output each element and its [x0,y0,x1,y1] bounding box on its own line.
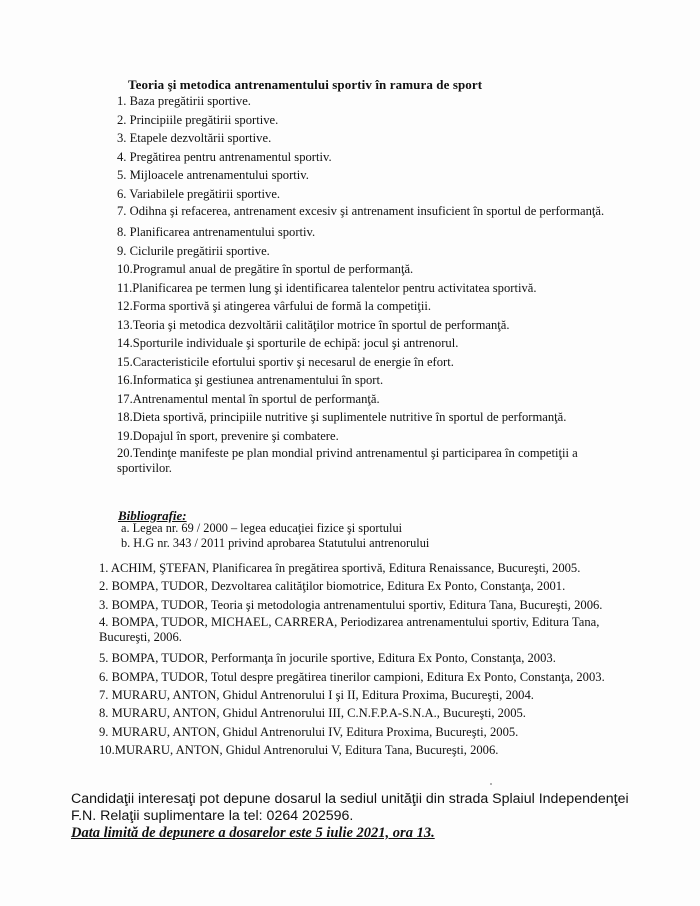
topic-item: 16.Informatica şi gestiunea antrenamentului în sport. [117,373,384,387]
topic-item: 9. Ciclurile pregătirii sportive. [117,243,270,258]
bibliography-heading: Bibliografie: [118,508,187,523]
bibliography-item: 3. BOMPA, TUDOR, Teoria şi metodologia antrenamentului sportiv, Editura Tana, Bucureşti, 2006. [99,597,603,612]
topic-item: 15.Caracteristicile efortului sportiv şi necesarul de energie în efort. [117,354,454,369]
bibliography-item: 1. ACHIM, ŞTEFAN, Planificarea în pregătirea sportivă, Editura Renaissance, Bucureşti, 2005. [99,561,581,575]
topic-item: 13.Teoria şi metodica dezvoltării calităţilor motrice în sportul de performanţă. [117,317,510,332]
topic-item: 8. Planificarea antrenamentului sportiv. [117,225,316,239]
bibliography-item: 8. MURARU, ANTON, Ghidul Antrenorului III, C.N.F.P.A-S.N.A., Bucureşti, 2005. [99,706,526,721]
bibliography-item: 5. BOMPA, TUDOR, Performanţa în jocurile sportive, Editura Ex Ponto, Constanţa, 2003. [99,651,556,666]
topic-item: 20.Tendinţe manifeste pe plan mondial privind antrenamentul şi participarea în competiţii a sportivilor. [117,446,578,475]
document-title: Teoria şi metodica antrenamentului sportiv în ramura de sport [128,77,483,92]
topic-item: 10.Programul anual de pregătire în sportul de performanţă. [117,262,414,276]
bibliography-item: 4. BOMPA, TUDOR, MICHAEL, CARRERA, Periodizarea antrenamentului sportiv, Editura Tana, Bucureşti, 2006. [99,615,600,645]
topic-item: 6. Variabilele pregătirii sportive. [117,186,281,201]
topic-item: 3. Etapele dezvoltării sportive. [117,131,272,145]
topic-item: 12.Forma sportivă şi atingerea vârfului de formă la competiţii. [117,299,432,313]
footer-line-submission: Candidaţii interesaţi pot depune dosarul la sediul unităţii din strada Splaiul Independenţei [71,791,629,807]
footer-line-contact: F.N. Relaţii suplimentare la tel: 0264 202596. [71,808,354,824]
topic-item: 18.Dieta sportivă, principiile nutritive şi suplimentele nutritive în sportul de performanţă. [117,410,567,424]
bibliography-item: 9. MURARU, ANTON, Ghidul Antrenorului IV, Editura Proxima, Bucureşti, 2005. [99,724,519,739]
topic-item: 7. Odihna şi refacerea, antrenament excesiv şi antrenament insuficient în sportul de performanţă. [117,204,605,218]
topic-item: 14.Sporturile individuale şi sporturile de echipă: jocul şi antrenorul. [117,336,459,350]
deadline-notice: Data limită de depunere a dosarelor este 5 iulie 2021, ora 13. [71,825,435,841]
topic-item: 17.Antrenamentul mental în sportul de performanţă. [117,391,380,406]
topics-list [117,92,617,480]
legal-reference-item: b. H.G nr. 343 / 2011 privind aprobarea Statutului antrenorului [121,536,430,550]
bibliography-item: 7. MURARU, ANTON, Ghidul Antrenorului I şi II, Editura Proxima, Bucureşti, 2004. [99,688,534,703]
topic-item: 19.Dopajul în sport, prevenire şi combatere. [117,428,339,443]
topic-item: 1. Baza pregătirii sportive. [117,94,251,108]
bibliography-item: 10.MURARU, ANTON, Ghidul Antrenorului V, Editura Tana, Bucureşti, 2006. [99,743,499,758]
topic-item: 4. Pregătirea pentru antrenamentul sportiv. [117,149,332,164]
topic-item: 2. Principiile pregătirii sportive. [117,112,279,127]
scan-speck [490,783,492,785]
topic-item: 5. Mijloacele antrenamentului sportiv. [117,168,309,182]
legal-reference-item: a. Legea nr. 69 / 2000 – legea educaţiei fizice şi sportului [121,521,403,535]
bibliography-item: 6. BOMPA, TUDOR, Totul despre pregătirea tinerilor campioni, Editura Ex Ponto, Constanţa, 2003. [99,669,605,684]
bibliography-item: 2. BOMPA, TUDOR, Dezvoltarea calităţilor biomotrice, Editura Ex Ponto, Constanţa, 2001. [99,579,566,594]
legal-references-list [121,521,429,551]
topic-item: 11.Planificarea pe termen lung şi identificarea talentelor pentru activitatea sportivă. [117,280,537,295]
bibliography-list [99,559,639,760]
footer-notice [71,791,671,842]
